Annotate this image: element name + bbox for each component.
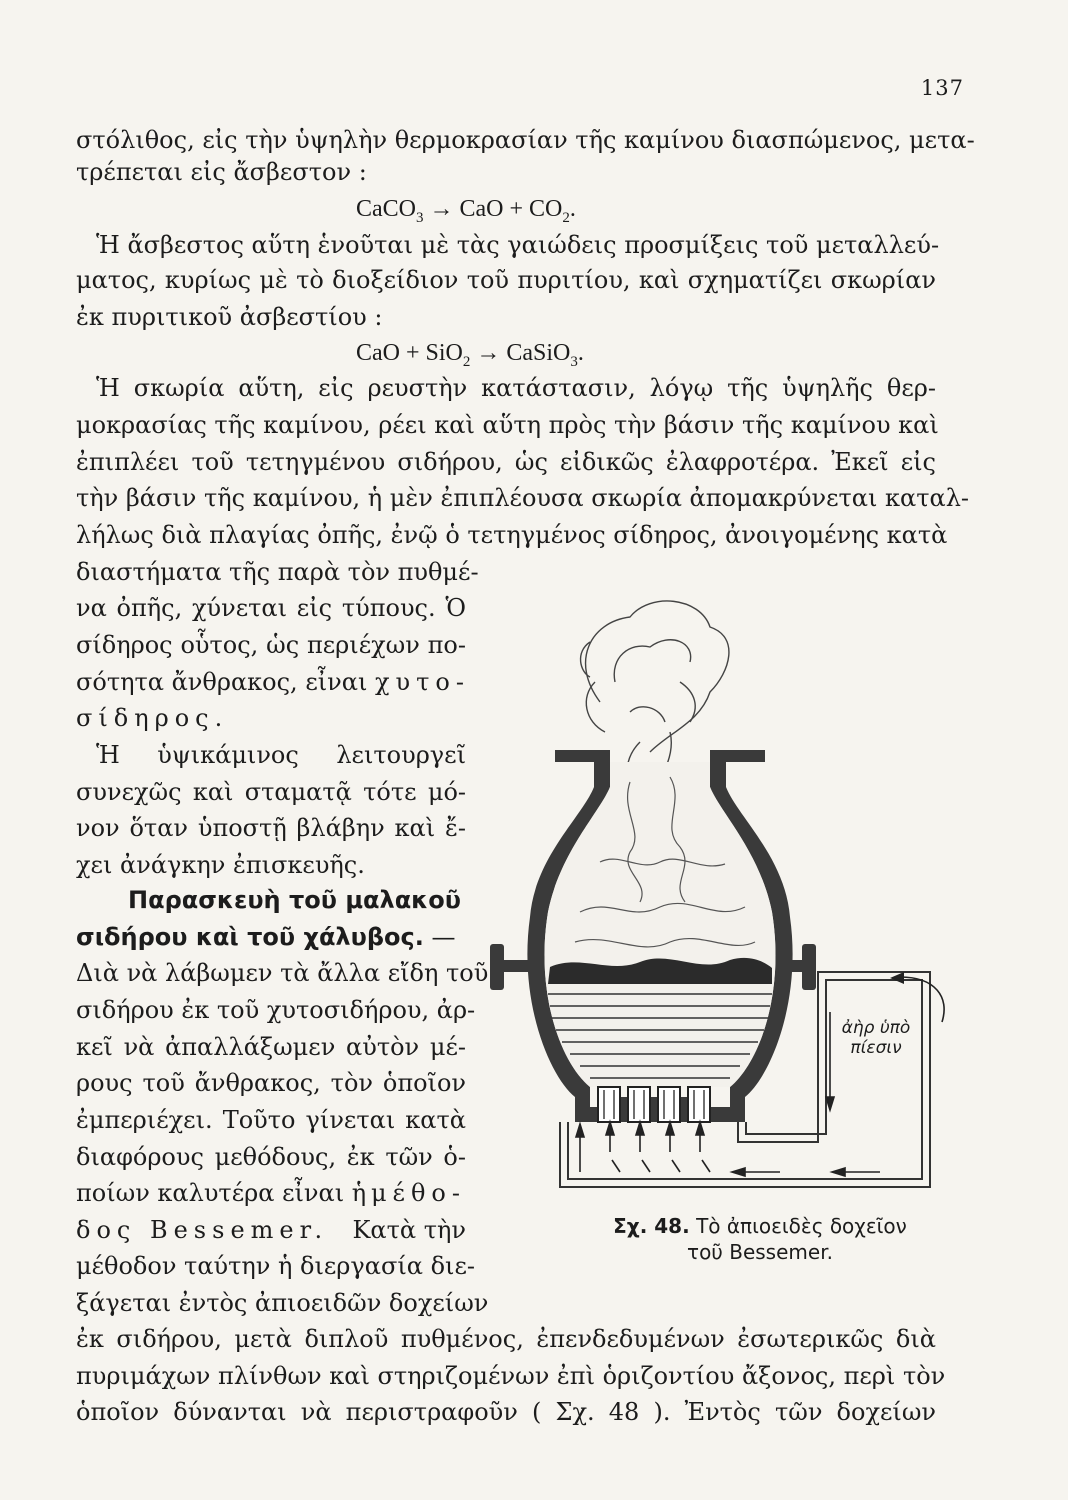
- text-line: μοκρασίας τῆς καμίνου, ρέει καὶ αὕτη πρὸς τὴν βάσιν τῆς καμίνου καὶ: [76, 411, 939, 439]
- spaced-term: χυτο-: [375, 668, 470, 696]
- text-line: δος Bessemer. Κατὰ τὴν: [76, 1216, 466, 1244]
- text-line: σιδήρου ἐκ τοῦ χυτοσιδήρου, ἀρ-: [76, 996, 476, 1024]
- text-line: Διὰ νὰ λάβωμεν τὰ ἄλλα εἴδη τοῦ: [76, 959, 489, 987]
- text-line: σίδηρος.: [76, 704, 223, 732]
- text-line: τὴν βάσιν τῆς καμίνου, ἡ μὲν ἐπιπλέουσα σκωρία ἀπομακρύνεται καταλ-: [76, 484, 970, 512]
- figure-label: Σχ. 48.: [613, 1214, 690, 1238]
- text-line: [76, 667, 470, 697]
- air-pressure-label: ἀὴρ ὑπὸ πίεσιν: [841, 1018, 911, 1058]
- text-line: ἐκ πυριτικοῦ ἀσβεστίου :: [76, 303, 383, 331]
- equation-calcium-carbonate: CaCO$_3$ → CaO + $CO_2$.: [356, 196, 576, 226]
- text-line: λήλως διὰ πλαγίας ὀπῆς, ἐνῷ ὁ τετηγμένος σίδηρος, ἀνοιγομένης κατὰ: [76, 521, 948, 549]
- spaced-term: δος Bessemer.: [76, 1216, 329, 1244]
- text-line: Ἡ ἄσβεστος αὕτη ἑνοῦται μὲ τὰς γαιώδεις προσμίξεις τοῦ μεταλλεύ-: [96, 231, 940, 259]
- text-line: συνεχῶς καὶ σταματᾷ τότε μό-: [76, 778, 466, 806]
- text-line: Ἡ σκωρία αὕτη, εἰς ρευστὴν κατάστασιν, λόγῳ τῆς ὑψηλῆς θερ-: [96, 374, 936, 402]
- text-line: Ἡ ὑψικάμινος λειτουργεῖ: [96, 741, 466, 769]
- spaced-term: μέθο-: [370, 1179, 466, 1207]
- figure-caption: Σχ. 48. Τὸ ἀπιοειδὲς δοχεῖον τοῦ Bessemer.: [613, 1214, 907, 1264]
- equation-calcium-silicate: CaO + SiO$_2$ → CaSiO$_3$.: [356, 340, 584, 370]
- text-line: χει ἀνάγκην ἐπισκευῆς.: [76, 851, 365, 879]
- section-heading: σιδήρου καὶ τοῦ χάλυβος. —: [76, 923, 456, 951]
- text-fragment: σότητα ἄνθρακος, εἶναι: [76, 668, 368, 696]
- text-line: νον ὅταν ὑποστῇ βλάβην καὶ ἔ-: [76, 814, 466, 842]
- text-line: ρους τοῦ ἄνθρακος, τὸν ὁποῖον: [76, 1069, 466, 1097]
- text-line: ἐπιπλέει τοῦ τετηγμένου σιδήρου, ὡς εἰδικῶς ἐλαφροτέρα. Ἐκεῖ εἰς: [76, 448, 936, 476]
- text-line: σίδηρος οὗτος, ὡς περιέχων πο-: [76, 631, 466, 659]
- text-line: διαστήματα τῆς παρὰ τὸν πυθμέ-: [76, 558, 479, 586]
- text-line: ἐκ σιδήρου, μετὰ διπλοῦ πυθμένος, ἐπενδεδυμένων ἐσωτερικῶς διὰ: [76, 1325, 936, 1353]
- text-line: μέθοδον ταύτην ἡ διεργασία διε-: [76, 1252, 475, 1280]
- page-number: 137: [920, 76, 964, 100]
- text-line: στόλιθος, εἰς τὴν ὑψηλὴν θερμοκρασίαν τῆς καμίνου διασπώμενος, μετα-: [76, 126, 975, 154]
- text-line: ἐμπεριέχει. Τοῦτο γίνεται κατὰ: [76, 1106, 466, 1134]
- bessemer-converter-figure: [480, 582, 960, 1202]
- text-line: ματος, κυρίως μὲ τὸ διοξείδιον τοῦ πυριτίου, καὶ σχηματίζει σκωρίαν: [76, 266, 936, 294]
- text-line: ξάγεται ἐντὸς ἀπιοειδῶν δοχείων: [76, 1289, 489, 1317]
- spaced-term: σίδηρος: [76, 704, 215, 732]
- text-line: διαφόρους μεθόδους, ἐκ τῶν ὁ-: [76, 1143, 466, 1171]
- text-line: ποίων καλυτέρα εἶναι ἡ μέθο-: [76, 1179, 466, 1207]
- text-line: να ὀπῆς, χύνεται εἰς τύπους. Ὁ: [76, 594, 466, 622]
- text-line: ὁποῖον δύνανται νὰ περιστραφοῦν ( Σχ. 48 ). Ἐντὸς τῶν δοχείων: [76, 1398, 936, 1426]
- section-heading: Παρασκευὴ τοῦ μαλακοῦ: [128, 886, 461, 914]
- text-line: κεῖ νὰ ἀπαλλάξωμεν αὐτὸν μέ-: [76, 1033, 466, 1061]
- text-line: τρέπεται εἰς ἄσβεστον :: [76, 158, 367, 186]
- text-line: πυριμάχων πλίνθων καὶ στηριζομένων ἐπὶ ὁριζοντίου ἄξονος, περὶ τὸν: [76, 1362, 946, 1390]
